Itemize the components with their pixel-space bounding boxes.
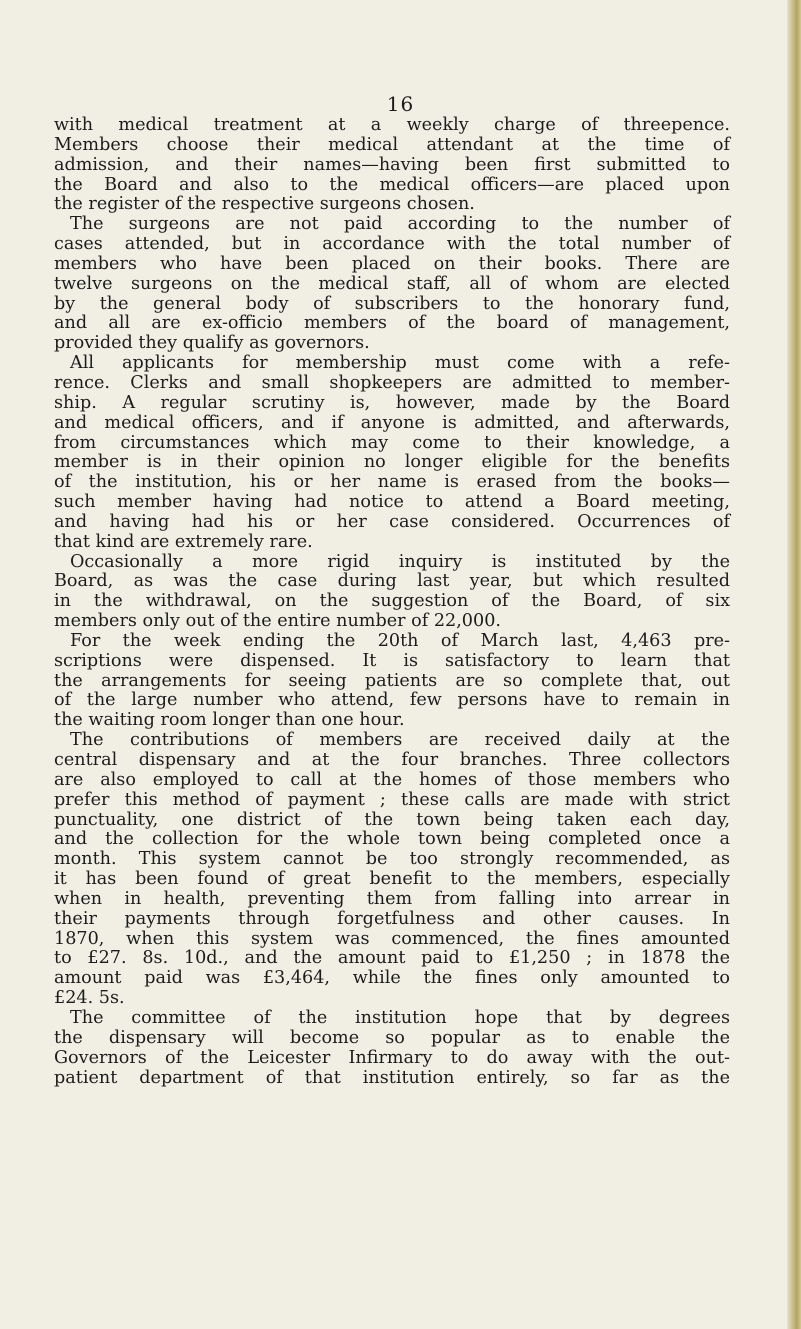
text-line: the arrangements for seeing patients are so complete that, out — [54, 670, 730, 691]
text-line: by the general body of subscribers to the honorary fund, — [54, 293, 730, 314]
text-line: For the week ending the 20th of March last, 4,463 pre- — [70, 630, 730, 651]
text-line: The contributions of members are received daily at the — [70, 730, 730, 751]
page-number: 16 — [386, 92, 415, 116]
text-line: Members choose their medical attendant at the time of — [54, 134, 730, 155]
text-line: it has been found of great benefit to the members, especially — [54, 869, 730, 890]
text-line: are also employed to call at the homes of those members who — [54, 769, 730, 790]
text-line: 1870, when this system was commenced, the fines amounted — [54, 928, 730, 949]
text-line: that kind are extremely rare. — [54, 531, 313, 552]
text-line: from circumstances which may come to their knowledge, a — [54, 432, 730, 453]
text-line: the register of the respective surgeons chosen. — [54, 194, 475, 215]
text-line: Occasionally a more rigid inquiry is instituted by the — [70, 551, 730, 572]
text-line: month. This system cannot be too strongly recommended, as — [54, 849, 730, 870]
text-line: and medical officers, and if anyone is admitted, and afterwards, — [54, 412, 730, 433]
text-line: and having had his or her case considered. Occurrences of — [54, 511, 730, 532]
text-line: provided they qualify as governors. — [54, 333, 370, 354]
text-line: the Board and also to the medical officers—are placed upon — [54, 174, 730, 195]
text-line: twelve surgeons on the medical staff, all of whom are elected — [54, 273, 730, 294]
text-line: prefer this method of payment ; these calls are made with strict — [54, 789, 730, 810]
text-line: punctuality, one district of the town being taken each day, — [54, 809, 730, 830]
text-line: central dispensary and at the four branches. Three collectors — [54, 750, 730, 770]
text-line: their payments through forgetfulness and other causes. In — [54, 908, 730, 929]
body-text — [54, 116, 730, 1088]
text-line: admission, and their names—having been first submitted to — [54, 154, 730, 175]
text-line: £24. 5s. — [54, 988, 125, 1009]
text-line: the waiting room longer than one hour. — [54, 710, 405, 731]
text-line: such member having had notice to attend a Board meeting, — [54, 492, 730, 513]
text-line: ship. A regular scrutiny is, however, made by the Board — [54, 392, 730, 413]
text-line: and all are ex-officio members of the board of management, — [54, 313, 730, 334]
text-line: when in health, preventing them from falling into arrear in — [54, 888, 730, 909]
text-line: members only out of the entire number of 22,000. — [54, 611, 501, 632]
text-line: and the collection for the whole town being completed once a — [54, 829, 730, 850]
text-line: Board, as was the case during last year, but which resulted — [54, 571, 730, 592]
text-line: rence. Clerks and small shopkeepers are admitted to member- — [54, 372, 730, 393]
text-line: patient department of that institution entirely, so far as the — [54, 1067, 730, 1088]
text-line: All applicants for membership must come with a refe- — [70, 353, 730, 374]
text-line: scriptions were dispensed. It is satisfactory to learn that — [54, 650, 730, 671]
text-line: to £27. 8s. 10d., and the amount paid to £1,250 ; in 1878 the — [54, 948, 730, 969]
text-line: The surgeons are not paid according to the number of — [70, 214, 730, 235]
text-line: members who have been placed on their books. There are — [54, 253, 730, 274]
text-line: in the withdrawal, on the suggestion of the Board, of six — [54, 591, 730, 612]
text-line: of the large number who attend, few persons have to remain in — [54, 690, 730, 711]
text-line: the dispensary will become so popular as to enable the — [54, 1027, 730, 1048]
text-line: The committee of the institution hope that by degrees — [70, 1007, 730, 1028]
text-line: amount paid was £3,464, while the fines only amounted to — [54, 968, 730, 989]
text-line: Governors of the Leicester Infirmary to do away with the out- — [54, 1047, 730, 1068]
page-edge — [787, 0, 801, 1329]
text-line: with medical treatment at a weekly charge of threepence. — [54, 115, 730, 135]
text-line: of the institution, his or her name is erased from the books— — [54, 472, 730, 493]
text-line: member is in their opinion no longer eligible for the benefits — [54, 452, 730, 473]
text-line: cases attended, but in accordance with the total number of — [54, 234, 730, 255]
